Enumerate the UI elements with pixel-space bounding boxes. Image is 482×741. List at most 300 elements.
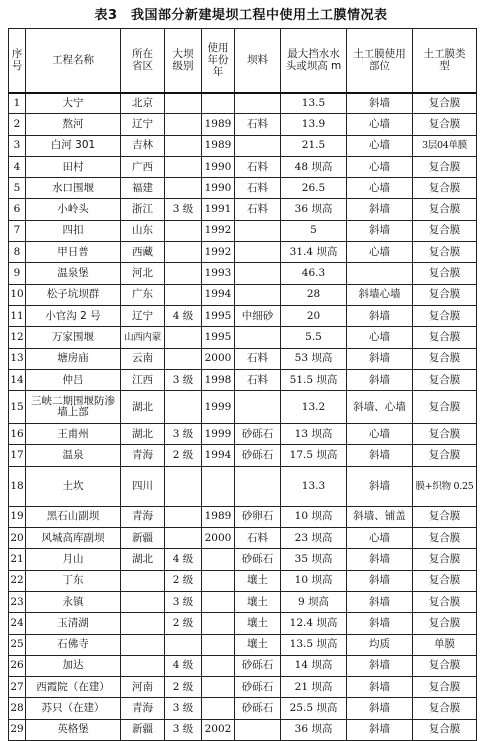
membrane-type-cell: 复合膜 bbox=[413, 178, 477, 199]
membrane-type-cell: 复合膜 bbox=[413, 570, 477, 591]
row-number-cell: 23 bbox=[9, 591, 26, 612]
max-head-or-height-cell: 13.5 坝高 bbox=[281, 634, 347, 655]
dam-grade-cell: 3 级 bbox=[165, 719, 202, 740]
header-cell: 工程名称 bbox=[26, 29, 121, 93]
max-head-or-height-cell: 36 坝高 bbox=[281, 719, 347, 740]
membrane-position-cell: 斜墙 bbox=[347, 570, 413, 591]
row-number-cell: 6 bbox=[9, 199, 26, 220]
province-cell: 福建 bbox=[121, 178, 165, 199]
year-cell bbox=[202, 570, 235, 591]
dam-grade-cell bbox=[165, 284, 202, 305]
max-head-or-height-cell: 23 坝高 bbox=[281, 528, 347, 549]
province-cell: 山西内蒙 bbox=[121, 327, 165, 348]
row-number-cell: 2 bbox=[9, 114, 26, 135]
max-head-or-height-cell: 9 坝高 bbox=[281, 591, 347, 612]
province-cell: 湖北 bbox=[121, 424, 165, 445]
year-cell: 2002 bbox=[202, 719, 235, 740]
membrane-type-cell: 复合膜 bbox=[413, 327, 477, 348]
year-cell: 1993 bbox=[202, 263, 235, 284]
dam-grade-cell: 3 级 bbox=[165, 424, 202, 445]
project-name-cell: 西霞院（在建） bbox=[26, 677, 121, 698]
max-head-or-height-cell: 13.3 bbox=[281, 466, 347, 506]
project-name-cell: 四扣 bbox=[26, 220, 121, 241]
dam-grade-cell: 2 级 bbox=[165, 445, 202, 466]
dam-grade-cell bbox=[165, 348, 202, 369]
dam-material-cell bbox=[235, 466, 281, 506]
row-number-cell: 22 bbox=[9, 570, 26, 591]
membrane-type-cell: 复合膜 bbox=[413, 391, 477, 424]
row-number-cell: 29 bbox=[9, 719, 26, 740]
dam-grade-cell: 3 级 bbox=[165, 591, 202, 612]
table-row bbox=[9, 199, 477, 220]
dam-material-cell: 砂砾石 bbox=[235, 655, 281, 676]
row-number-cell: 8 bbox=[9, 242, 26, 263]
dam-grade-cell: 4 级 bbox=[165, 549, 202, 570]
membrane-position-cell: 心墙 bbox=[347, 528, 413, 549]
dam-grade-cell bbox=[165, 220, 202, 241]
dam-material-cell bbox=[235, 220, 281, 241]
membrane-type-cell: 复合膜 bbox=[413, 698, 477, 719]
dam-material-cell bbox=[235, 242, 281, 263]
row-number-cell: 17 bbox=[9, 445, 26, 466]
dam-material-cell: 石料 bbox=[235, 348, 281, 369]
dam-grade-cell bbox=[165, 114, 202, 135]
dam-material-cell: 石料 bbox=[235, 114, 281, 135]
table-body bbox=[9, 93, 477, 741]
dam-material-cell bbox=[235, 391, 281, 424]
year-cell: 1994 bbox=[202, 284, 235, 305]
membrane-type-cell: 复合膜 bbox=[413, 263, 477, 284]
membrane-type-cell: 复合膜 bbox=[413, 305, 477, 326]
membrane-position-cell: 斜墙 bbox=[347, 677, 413, 698]
project-name-cell: 石佛寺 bbox=[26, 634, 121, 655]
province-cell: 青海 bbox=[121, 698, 165, 719]
max-head-or-height-cell: 48 坝高 bbox=[281, 156, 347, 177]
max-head-or-height-cell: 20 bbox=[281, 305, 347, 326]
project-name-cell: 永镇 bbox=[26, 591, 121, 612]
max-head-or-height-cell: 53 坝高 bbox=[281, 348, 347, 369]
dam-grade-cell: 2 级 bbox=[165, 570, 202, 591]
table-row bbox=[9, 156, 477, 177]
table-row bbox=[9, 284, 477, 305]
province-cell: 四川 bbox=[121, 466, 165, 506]
dam-grade-cell: 4 级 bbox=[165, 305, 202, 326]
province-cell: 江西 bbox=[121, 369, 165, 390]
header-cell: 所在省区 bbox=[121, 29, 165, 93]
project-name-cell: 白河 301 bbox=[26, 135, 121, 156]
membrane-position-cell: 心墙 bbox=[347, 327, 413, 348]
membrane-type-cell: 复合膜 bbox=[413, 719, 477, 740]
table-row bbox=[9, 549, 477, 570]
project-name-cell: 松子坑坝群 bbox=[26, 284, 121, 305]
province-cell: 湖北 bbox=[121, 549, 165, 570]
dam-material-cell bbox=[235, 135, 281, 156]
row-number-cell: 26 bbox=[9, 655, 26, 676]
header-row bbox=[9, 29, 477, 93]
table-row bbox=[9, 391, 477, 424]
max-head-or-height-cell: 31.4 坝高 bbox=[281, 242, 347, 263]
row-number-cell: 19 bbox=[9, 506, 26, 527]
membrane-type-cell: 复合膜 bbox=[413, 284, 477, 305]
max-head-or-height-cell: 26.5 bbox=[281, 178, 347, 199]
max-head-or-height-cell: 17.5 坝高 bbox=[281, 445, 347, 466]
membrane-position-cell: 心墙 bbox=[347, 135, 413, 156]
dam-grade-cell bbox=[165, 506, 202, 527]
dam-material-cell: 石料 bbox=[235, 199, 281, 220]
table-row bbox=[9, 506, 477, 527]
membrane-type-cell: 复合膜 bbox=[413, 93, 477, 114]
row-number-cell: 16 bbox=[9, 424, 26, 445]
year-cell: 2000 bbox=[202, 528, 235, 549]
project-name-cell: 月山 bbox=[26, 549, 121, 570]
year-cell bbox=[202, 613, 235, 634]
province-cell bbox=[121, 655, 165, 676]
membrane-position-cell: 斜墙、心墙 bbox=[347, 391, 413, 424]
membrane-type-cell: 复合膜 bbox=[413, 655, 477, 676]
project-name-cell: 大宁 bbox=[26, 93, 121, 114]
row-number-cell: 21 bbox=[9, 549, 26, 570]
dam-grade-cell bbox=[165, 178, 202, 199]
dam-grade-cell bbox=[165, 135, 202, 156]
year-cell bbox=[202, 655, 235, 676]
dam-grade-cell: 4 级 bbox=[165, 655, 202, 676]
membrane-position-cell: 斜墙 bbox=[347, 719, 413, 740]
dam-material-cell: 壤土 bbox=[235, 570, 281, 591]
max-head-or-height-cell: 28 bbox=[281, 284, 347, 305]
row-number-cell: 20 bbox=[9, 528, 26, 549]
table-row bbox=[9, 698, 477, 719]
membrane-type-cell: 复合膜 bbox=[413, 528, 477, 549]
province-cell: 湖北 bbox=[121, 391, 165, 424]
max-head-or-height-cell: 5 bbox=[281, 220, 347, 241]
province-cell: 新疆 bbox=[121, 528, 165, 549]
project-name-cell: 苏只（在建） bbox=[26, 698, 121, 719]
year-cell: 1992 bbox=[202, 220, 235, 241]
dam-grade-cell bbox=[165, 391, 202, 424]
dam-material-cell: 砂砾石 bbox=[235, 677, 281, 698]
row-number-cell: 3 bbox=[9, 135, 26, 156]
membrane-type-cell: 复合膜 bbox=[413, 369, 477, 390]
dam-material-cell bbox=[235, 327, 281, 348]
dam-grade-cell bbox=[165, 156, 202, 177]
membrane-position-cell: 斜墙 bbox=[347, 305, 413, 326]
membrane-type-cell: 复合膜 bbox=[413, 677, 477, 698]
dam-grade-cell bbox=[165, 242, 202, 263]
year-cell bbox=[202, 677, 235, 698]
dam-grade-cell: 2 级 bbox=[165, 613, 202, 634]
membrane-position-cell: 心墙 bbox=[347, 156, 413, 177]
table-row bbox=[9, 613, 477, 634]
row-number-cell: 7 bbox=[9, 220, 26, 241]
table-row bbox=[9, 135, 477, 156]
row-number-cell: 11 bbox=[9, 305, 26, 326]
membrane-position-cell: 斜墙 bbox=[347, 199, 413, 220]
max-head-or-height-cell: 13.2 bbox=[281, 391, 347, 424]
row-number-cell: 27 bbox=[9, 677, 26, 698]
project-name-cell: 万家围堰 bbox=[26, 327, 121, 348]
membrane-position-cell: 斜墙 bbox=[347, 369, 413, 390]
membrane-type-cell: 单膜 bbox=[413, 634, 477, 655]
membrane-position-cell: 心墙 bbox=[347, 242, 413, 263]
membrane-position-cell: 斜墙心墙 bbox=[347, 284, 413, 305]
dam-material-cell bbox=[235, 263, 281, 284]
membrane-type-cell: 复合膜 bbox=[413, 613, 477, 634]
row-number-cell: 25 bbox=[9, 634, 26, 655]
project-name-cell: 仲吕 bbox=[26, 369, 121, 390]
dam-grade-cell: 2 级 bbox=[165, 677, 202, 698]
table-row bbox=[9, 677, 477, 698]
project-name-cell: 土坎 bbox=[26, 466, 121, 506]
province-cell: 西藏 bbox=[121, 242, 165, 263]
max-head-or-height-cell: 10 坝高 bbox=[281, 506, 347, 527]
dam-material-cell: 砂砾石 bbox=[235, 698, 281, 719]
year-cell: 2000 bbox=[202, 348, 235, 369]
membrane-position-cell: 斜墙 bbox=[347, 655, 413, 676]
dam-material-cell: 石料 bbox=[235, 528, 281, 549]
row-number-cell: 18 bbox=[9, 466, 26, 506]
table-row bbox=[9, 424, 477, 445]
dam-grade-cell: 3 级 bbox=[165, 199, 202, 220]
province-cell: 河北 bbox=[121, 263, 165, 284]
membrane-position-cell: 斜墙 bbox=[347, 466, 413, 506]
membrane-type-cell: 复合膜 bbox=[413, 424, 477, 445]
table-row bbox=[9, 466, 477, 506]
membrane-type-cell: 膜+织物 0.25 bbox=[413, 466, 477, 506]
dam-material-cell: 砂砾石 bbox=[235, 424, 281, 445]
project-name-cell: 风城高库副坝 bbox=[26, 528, 121, 549]
membrane-position-cell: 心墙 bbox=[347, 114, 413, 135]
year-cell: 1995 bbox=[202, 305, 235, 326]
project-name-cell: 甲日普 bbox=[26, 242, 121, 263]
max-head-or-height-cell: 51.5 坝高 bbox=[281, 369, 347, 390]
membrane-position-cell: 斜墙 bbox=[347, 93, 413, 114]
project-name-cell: 王甫州 bbox=[26, 424, 121, 445]
membrane-position-cell: 斜墙 bbox=[347, 591, 413, 612]
project-name-cell: 温泉堡 bbox=[26, 263, 121, 284]
province-cell bbox=[121, 634, 165, 655]
max-head-or-height-cell: 21.5 bbox=[281, 135, 347, 156]
max-head-or-height-cell: 13.9 bbox=[281, 114, 347, 135]
max-head-or-height-cell: 35 坝高 bbox=[281, 549, 347, 570]
project-name-cell: 水口围堰 bbox=[26, 178, 121, 199]
table-row bbox=[9, 655, 477, 676]
province-cell: 浙江 bbox=[121, 199, 165, 220]
table-row bbox=[9, 348, 477, 369]
max-head-or-height-cell: 21 坝高 bbox=[281, 677, 347, 698]
province-cell bbox=[121, 570, 165, 591]
header-cell: 坝料 bbox=[235, 29, 281, 93]
header-cell: 土工膜使用部位 bbox=[347, 29, 413, 93]
table-row bbox=[9, 93, 477, 114]
membrane-type-cell: 复合膜 bbox=[413, 591, 477, 612]
table-row bbox=[9, 528, 477, 549]
row-number-cell: 13 bbox=[9, 348, 26, 369]
table-row bbox=[9, 327, 477, 348]
year-cell: 1999 bbox=[202, 424, 235, 445]
year-cell: 1989 bbox=[202, 114, 235, 135]
max-head-or-height-cell: 12.4 坝高 bbox=[281, 613, 347, 634]
membrane-position-cell: 斜墙 bbox=[347, 445, 413, 466]
membrane-position-cell: 斜墙、铺盖 bbox=[347, 506, 413, 527]
table-row bbox=[9, 114, 477, 135]
table-row bbox=[9, 634, 477, 655]
membrane-type-cell: 复合膜 bbox=[413, 549, 477, 570]
year-cell: 1990 bbox=[202, 178, 235, 199]
province-cell: 青海 bbox=[121, 445, 165, 466]
province-cell: 山东 bbox=[121, 220, 165, 241]
table-row bbox=[9, 719, 477, 740]
table-row bbox=[9, 263, 477, 284]
province-cell: 广西 bbox=[121, 156, 165, 177]
project-name-cell: 小官沟 2 号 bbox=[26, 305, 121, 326]
dam-grade-cell: 3 级 bbox=[165, 369, 202, 390]
province-cell bbox=[121, 613, 165, 634]
dam-grade-cell bbox=[165, 528, 202, 549]
dam-grade-cell bbox=[165, 93, 202, 114]
province-cell: 青海 bbox=[121, 506, 165, 527]
province-cell: 新疆 bbox=[121, 719, 165, 740]
project-name-cell: 小岭头 bbox=[26, 199, 121, 220]
year-cell: 1992 bbox=[202, 242, 235, 263]
year-cell: 1995 bbox=[202, 327, 235, 348]
year-cell bbox=[202, 698, 235, 719]
dam-material-cell: 石料 bbox=[235, 369, 281, 390]
max-head-or-height-cell: 10 坝高 bbox=[281, 570, 347, 591]
dam-material-cell: 石料 bbox=[235, 156, 281, 177]
dam-material-cell: 砂砾石 bbox=[235, 549, 281, 570]
dam-grade-cell bbox=[165, 327, 202, 348]
table-row bbox=[9, 591, 477, 612]
membrane-type-cell: 复合膜 bbox=[413, 156, 477, 177]
dam-material-cell: 中细砂 bbox=[235, 305, 281, 326]
membrane-position-cell: 心墙 bbox=[347, 178, 413, 199]
table-row bbox=[9, 445, 477, 466]
membrane-position-cell: 斜墙 bbox=[347, 613, 413, 634]
header-cell: 土工膜类型 bbox=[413, 29, 477, 93]
project-name-cell: 丁东 bbox=[26, 570, 121, 591]
membrane-type-cell: 复合膜 bbox=[413, 506, 477, 527]
table-row bbox=[9, 242, 477, 263]
project-name-cell: 田村 bbox=[26, 156, 121, 177]
table-title: 表3 我国部分新建堤坝工程中使用土工膜情况表 bbox=[94, 8, 388, 23]
project-name-cell: 英格堡 bbox=[26, 719, 121, 740]
row-number-cell: 5 bbox=[9, 178, 26, 199]
dam-material-cell: 砂卵石 bbox=[235, 506, 281, 527]
dam-material-cell bbox=[235, 284, 281, 305]
row-number-cell: 10 bbox=[9, 284, 26, 305]
project-name-cell: 加达 bbox=[26, 655, 121, 676]
header-cell: 大坝级别 bbox=[165, 29, 202, 93]
header-cell: 最大挡水水头或坝高 m bbox=[281, 29, 347, 93]
table-row bbox=[9, 220, 477, 241]
max-head-or-height-cell: 13 坝高 bbox=[281, 424, 347, 445]
province-cell: 辽宁 bbox=[121, 114, 165, 135]
dam-material-cell: 石料 bbox=[235, 178, 281, 199]
row-number-cell: 15 bbox=[9, 391, 26, 424]
dam-material-cell: 壤土 bbox=[235, 591, 281, 612]
dam-material-cell bbox=[235, 93, 281, 114]
max-head-or-height-cell: 25.5 坝高 bbox=[281, 698, 347, 719]
year-cell: 1991 bbox=[202, 199, 235, 220]
max-head-or-height-cell: 14 坝高 bbox=[281, 655, 347, 676]
dam-grade-cell bbox=[165, 263, 202, 284]
membrane-position-cell: 均质 bbox=[347, 634, 413, 655]
year-cell bbox=[202, 93, 235, 114]
max-head-or-height-cell: 13.5 bbox=[281, 93, 347, 114]
row-number-cell: 9 bbox=[9, 263, 26, 284]
max-head-or-height-cell: 5.5 bbox=[281, 327, 347, 348]
row-number-cell: 28 bbox=[9, 698, 26, 719]
dam-material-cell: 壤土 bbox=[235, 634, 281, 655]
year-cell bbox=[202, 634, 235, 655]
membrane-position-cell: 斜墙 bbox=[347, 549, 413, 570]
province-cell: 北京 bbox=[121, 93, 165, 114]
project-name-cell: 熬河 bbox=[26, 114, 121, 135]
year-cell: 1999 bbox=[202, 391, 235, 424]
dam-grade-cell bbox=[165, 466, 202, 506]
membrane-type-cell: 复合膜 bbox=[413, 445, 477, 466]
row-number-cell: 14 bbox=[9, 369, 26, 390]
row-number-cell: 1 bbox=[9, 93, 26, 114]
membrane-type-cell: 复合膜 bbox=[413, 242, 477, 263]
dam-grade-cell bbox=[165, 634, 202, 655]
membrane-position-cell: 斜墙 bbox=[347, 698, 413, 719]
row-number-cell: 24 bbox=[9, 613, 26, 634]
max-head-or-height-cell: 36 坝高 bbox=[281, 199, 347, 220]
table-row bbox=[9, 570, 477, 591]
row-number-cell: 4 bbox=[9, 156, 26, 177]
table-row bbox=[9, 178, 477, 199]
year-cell bbox=[202, 591, 235, 612]
table-row bbox=[9, 305, 477, 326]
membrane-type-cell: 3层04单膜 bbox=[413, 135, 477, 156]
project-name-cell: 黑石山副坝 bbox=[26, 506, 121, 527]
province-cell: 云南 bbox=[121, 348, 165, 369]
year-cell bbox=[202, 549, 235, 570]
membrane-type-cell: 复合膜 bbox=[413, 220, 477, 241]
membrane-type-cell: 复合膜 bbox=[413, 199, 477, 220]
province-cell: 广东 bbox=[121, 284, 165, 305]
membrane-position-cell: 斜墙 bbox=[347, 348, 413, 369]
membrane-position-cell: 斜墙 bbox=[347, 220, 413, 241]
row-number-cell: 12 bbox=[9, 327, 26, 348]
province-cell: 吉林 bbox=[121, 135, 165, 156]
membrane-position-cell bbox=[347, 263, 413, 284]
dam-material-cell: 壤土 bbox=[235, 613, 281, 634]
dam-grade-cell: 3 级 bbox=[165, 698, 202, 719]
membrane-type-cell: 复合膜 bbox=[413, 348, 477, 369]
year-cell bbox=[202, 466, 235, 506]
province-cell bbox=[121, 591, 165, 612]
year-cell: 1990 bbox=[202, 156, 235, 177]
project-name-cell: 三峡二期围堰防渗墙上部 bbox=[26, 391, 121, 424]
header-cell: 使用年份年 bbox=[202, 29, 235, 93]
table-row bbox=[9, 369, 477, 390]
membrane-type-cell: 复合膜 bbox=[413, 114, 477, 135]
dam-material-cell: 砂砾石 bbox=[235, 445, 281, 466]
header-cell: 序号 bbox=[9, 29, 26, 93]
year-cell: 1998 bbox=[202, 369, 235, 390]
province-cell: 辽宁 bbox=[121, 305, 165, 326]
dam-geomembrane-table bbox=[8, 28, 477, 741]
max-head-or-height-cell: 46.3 bbox=[281, 263, 347, 284]
year-cell: 1994 bbox=[202, 445, 235, 466]
province-cell: 河南 bbox=[121, 677, 165, 698]
project-name-cell: 玉清湖 bbox=[26, 613, 121, 634]
year-cell: 1989 bbox=[202, 135, 235, 156]
year-cell: 1989 bbox=[202, 506, 235, 527]
project-name-cell: 温泉 bbox=[26, 445, 121, 466]
